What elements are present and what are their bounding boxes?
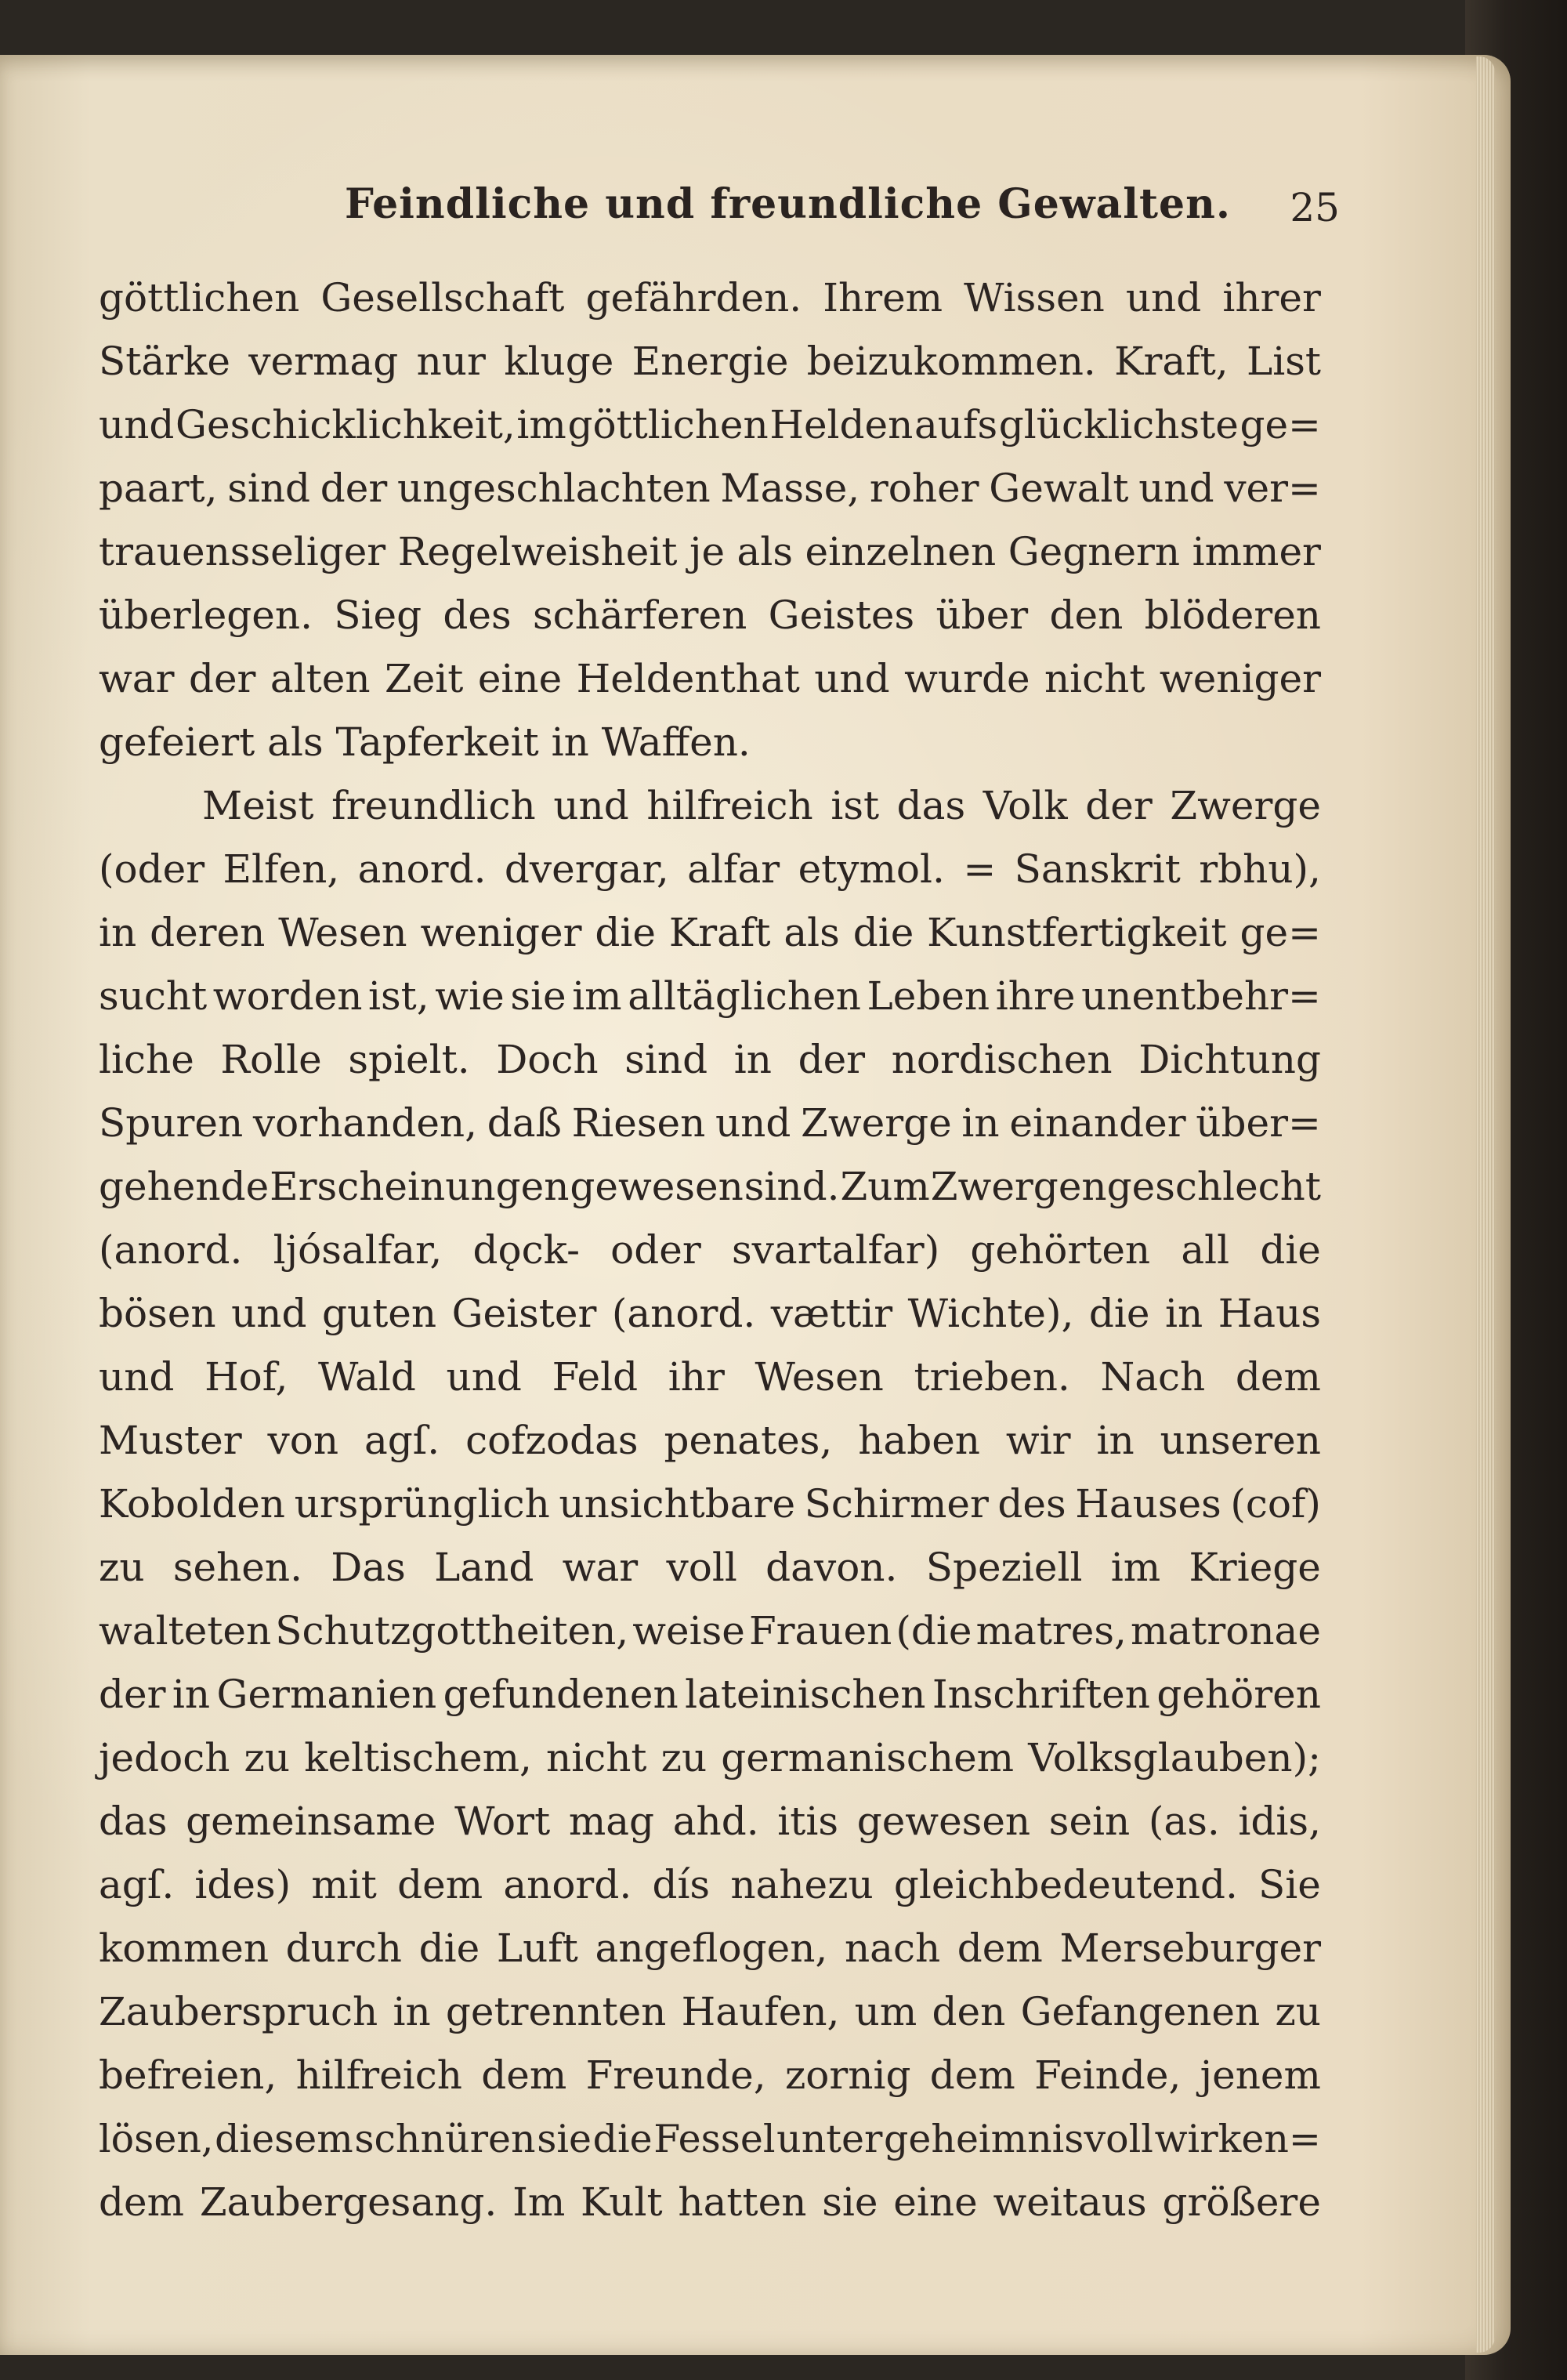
text-line: Meist freundlich und hilfreich ist das Volk der Zwerge [202, 783, 1321, 828]
page-stack-edge [1476, 56, 1495, 2353]
text-line: walteten Schutzgottheiten, weise Frauen (die matres, matronae [99, 1608, 1321, 1654]
running-header [345, 174, 1340, 245]
text-line: (anord. ljósalfar, dǫck- oder svartalfar) gehörten all die [99, 1227, 1321, 1273]
text-line: liche Rolle spielt. Doch sind in der nordischen Dichtung [99, 1037, 1321, 1082]
text-line: befreien, hilfreich dem Freunde, zornig dem Feinde, jenem [99, 2052, 1321, 2098]
body-text [99, 266, 1321, 2234]
text-line: das gemeinsame Wort mag ahd. itis gewesen sein (as. idis, [99, 1799, 1321, 1844]
text-line: Muster von agſ. cofzodas penates, haben wir in unseren [99, 1418, 1321, 1463]
text-line: dem Zaubergesang. Im Kult hatten sie eine weitaus größere [99, 2179, 1321, 2225]
text-line: zu sehen. Das Land war voll davon. Speziell im Kriege [99, 1545, 1321, 1590]
text-line: und Geschicklichkeit, im göttlichen Helden aufs glücklichste ge= [99, 402, 1321, 447]
text-line: überlegen. Sieg des schärferen Geistes über den blöderen [99, 592, 1321, 638]
text-line: bösen und guten Geister (anord. vættir Wichte), die in Haus [99, 1291, 1321, 1336]
text-line: kommen durch die Luft angeflogen, nach dem Merseburger [99, 1925, 1321, 1971]
page-number: 25 [1290, 185, 1340, 230]
text-line: jedoch zu keltischem, nicht zu germanischem Volksglauben); [99, 1735, 1321, 1780]
text-line: gehende Erscheinungen gewesen sind. Zum Zwergengeschlecht [99, 1164, 1321, 1209]
text-line: Stärke vermag nur kluge Energie beizukommen. Kraft, List [99, 339, 1321, 384]
text-line: lösen, diesem schnüren sie die Fessel unter geheimnisvoll wirken= [99, 2117, 1321, 2161]
text-line: gefeiert als Tapferkeit in Waffen. [99, 719, 751, 765]
text-line: und Hof, Wald und Feld ihr Wesen trieben. Nach dem [99, 1354, 1321, 1400]
text-line: Kobolden ursprünglich unsichtbare Schirmer des Hauses (cof) [99, 1481, 1321, 1527]
text-line: in deren Wesen weniger die Kraft als die Kunstfertigkeit ge= [99, 910, 1321, 955]
text-line: trauensseliger Regelweisheit je als einzelnen Gegnern immer [99, 529, 1321, 574]
text-line: agſ. ides) mit dem anord. dís nahezu gleichbedeutend. Sie [99, 1862, 1321, 1907]
text-line: war der alten Zeit eine Heldenthat und wurde nicht weniger [99, 656, 1321, 701]
text-line: paart, sind der ungeschlachten Masse, roher Gewalt und ver= [99, 465, 1321, 511]
text-line: (oder Elfen, anord. dvergar, alfar etymol. = Sanskrit rbhu), [99, 846, 1321, 892]
text-line: Spuren vorhanden, daß Riesen und Zwerge in einander über= [99, 1100, 1321, 1146]
text-line: sucht worden ist, wie sie im alltäglichen Leben ihre unentbehr= [99, 973, 1321, 1019]
text-line: göttlichen Gesellschaft gefährden. Ihrem Wissen und ihrer [99, 275, 1321, 321]
running-title: Feindliche und freundliche Gewalten. [345, 180, 1232, 228]
text-line: der in Germanien gefundenen lateinischen Inschriften gehören [99, 1672, 1321, 1717]
text-line: Zauberspruch in getrennten Haufen, um den Gefangenen zu [99, 1989, 1321, 2034]
